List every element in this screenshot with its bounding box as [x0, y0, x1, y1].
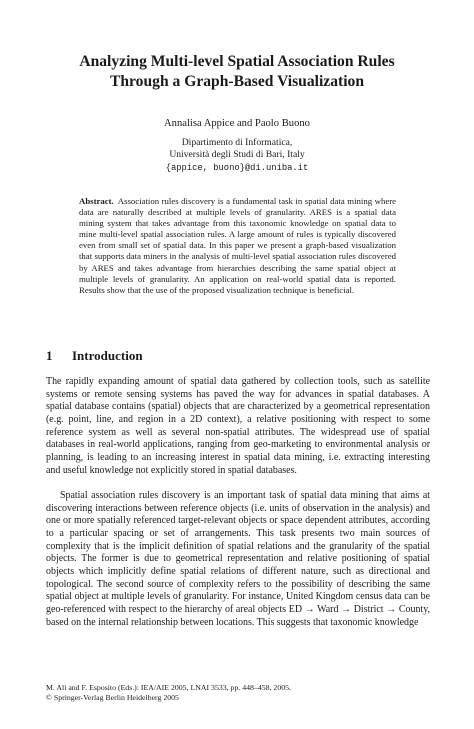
abstract-label: Abstract.	[79, 196, 114, 206]
abstract-text: Association rules discovery is a fundamental task in spatial data mining where data are naturally described at multiple levels of granularity. ARES is a spatial data mining system that takes advantage from this taxonomic knowledge on spatial data to mine multi-level spatial association rules. A large amount of rules is typically discovered even from small set of spatial data. In this paper we present a graph-based visualization that supports data miners in the analysis of multi-level spatial association rules discovered by ARES and takes advantage from hierarchies describing the same spatial object at multiple levels of granularity. An application on real-world spatial data is reported. Results show that the use of the proposed visualization technique is beneficial.	[79, 196, 396, 295]
authors: Annalisa Appice and Paolo Buono	[164, 118, 310, 129]
author-emails: {appice, buono}@di.uniba.it	[165, 162, 309, 173]
affiliation-university: Università degli Studi di Bari, Italy	[169, 149, 305, 161]
affiliation	[30, 137, 444, 174]
section-title: Introduction	[72, 348, 143, 363]
paragraph-2: Spatial association rules discovery is an important task of spatial data mining that aims at discovering interactions between reference objects (i.e. units of observation in the analysis) and one or more spatially referenced target-relevant objects or space dependent attributes, according to a particular spacing or set of arrangements. This task presents two main sources of complexity that is the implicit definition of spatial relations and the granularity of the spatial objects. The former is due to geometrical representation and relative positioning of spatial objects which implicitly define spatial relations of different nature, such as directional and topological. The second source of complexity refers to the possibility of describing the same spatial object at multiple levels of granularity. For instance, United Kingdom census data can be geo-referenced with respect to the hierarchy of areal objects ED → Ward → District → County, based on the internal relationship between locations. This suggests that taxonomic knowledge	[46, 490, 430, 628]
section-heading	[46, 348, 143, 364]
section-number: 1	[46, 348, 53, 363]
footer	[46, 683, 291, 703]
paper-title	[30, 52, 444, 92]
paragraph-1: The rapidly expanding amount of spatial data gathered by collection tools, such as satellite systems or remote sensing systems has paved the way for advances in spatial databases. A spatial database contains (spatial) objects that are characterized by a geometrical representation (e.g. point, line, and region in a 2D context), a relative positioning with respect to some reference system as well as several non-spatial attributes. The widespread use of spatial databases in real-world applications, ranging from geo-marketing to environmental analysis or planning, is leading to an increasing interest in spatial data mining, i.e. extracting interesting and useful knowledge not explicitly stored in spatial databases.	[46, 376, 430, 476]
footer-copyright: © Springer-Verlag Berlin Heidelberg 2005	[46, 693, 179, 702]
footer-citation: M. Ali and F. Esposito (Eds.): IEA/AIE 2005, LNAI 3533, pp. 448–458, 2005.	[46, 683, 291, 692]
affiliation-department: Dipartimento di Informatica,	[181, 137, 293, 148]
abstract	[79, 196, 396, 296]
title-line-2: Through a Graph-Based Visualization	[109, 73, 365, 90]
title-line-1: Analyzing Multi-level Spatial Association Rules	[79, 53, 395, 70]
